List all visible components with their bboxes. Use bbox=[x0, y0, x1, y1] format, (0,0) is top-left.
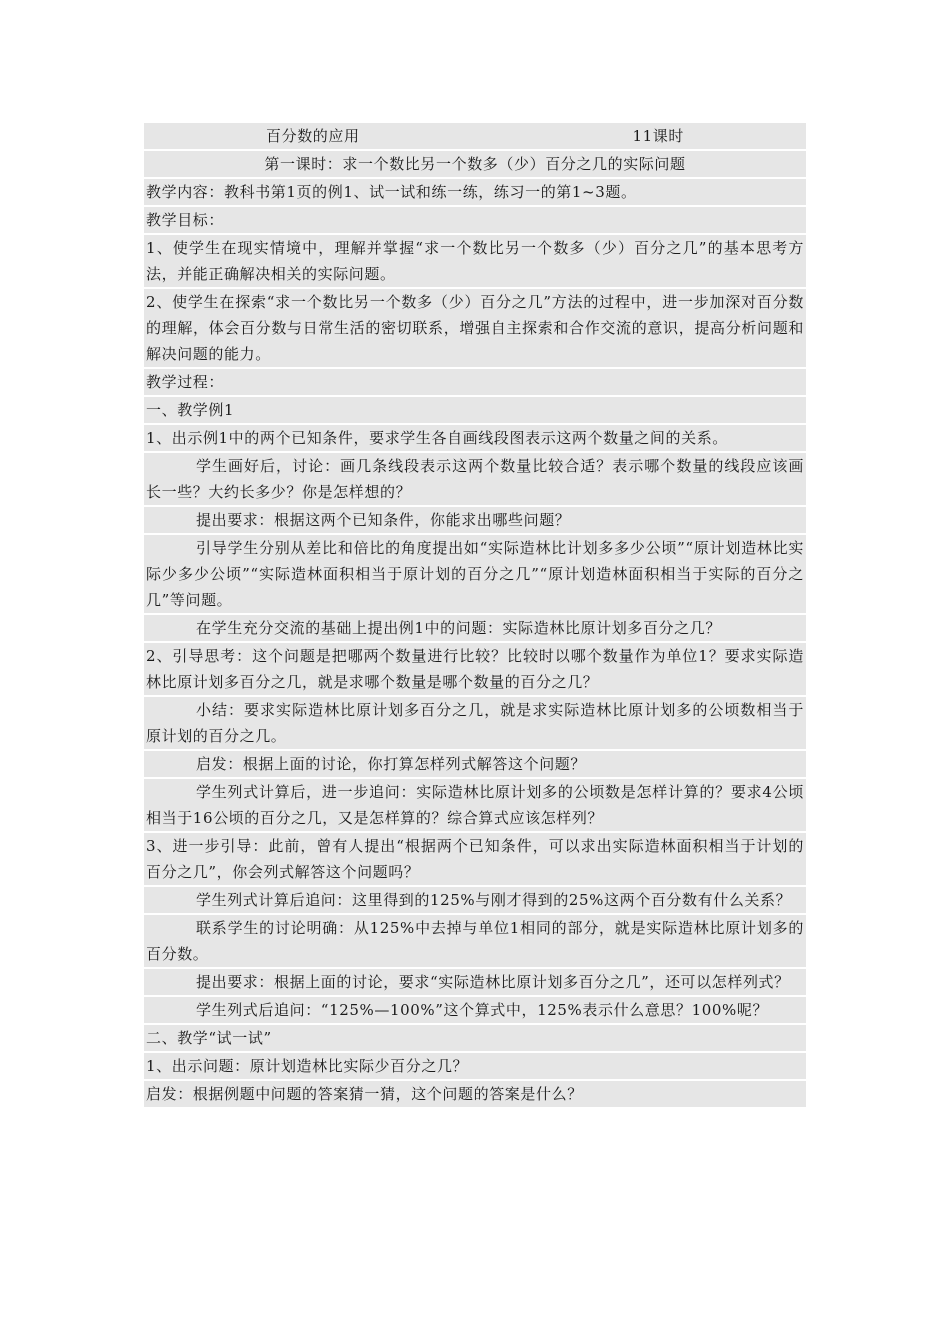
paragraph: 学生画好后，讨论：画几条线段表示这两个数量比较合适？表示哪个数量的线段应该画长一些？大约长多少？你是怎样想的？ bbox=[144, 453, 806, 507]
paragraph-list bbox=[144, 179, 806, 1109]
lesson-title: 第一课时：求一个数比另一个数多（少）百分之几的实际问题 bbox=[144, 151, 806, 179]
paragraph: 教学内容：教科书第1页的例1、试一试和练一练，练习一的第1~3题。 bbox=[144, 179, 806, 207]
paragraph: 1、出示问题：原计划造林比实际少百分之几？ bbox=[144, 1053, 806, 1081]
paragraph: 联系学生的讨论明确：从125%中去掉与单位1相同的部分，就是实际造林比原计划多的百分数。 bbox=[144, 915, 806, 969]
paragraph: 教学目标： bbox=[144, 207, 806, 235]
paragraph: 2、引导思考：这个问题是把哪两个数量进行比较？比较时以哪个数量作为单位1？要求实际造林比原计划多百分之几，就是求哪个数量是哪个数量的百分之几？ bbox=[144, 643, 806, 697]
paragraph: 学生列式后追问：“125%—100%”这个算式中，125%表示什么意思？100%呢？ bbox=[144, 997, 806, 1025]
lesson-hours: 11课时 bbox=[632, 127, 684, 145]
paragraph: 1、使学生在现实情境中，理解并掌握“求一个数比另一个数多（少）百分之几”的基本思考方法，并能正确解决相关的实际问题。 bbox=[144, 235, 806, 289]
paragraph: 一、教学例1 bbox=[144, 397, 806, 425]
paragraph: 学生列式计算后追问：这里得到的125%与刚才得到的25%这两个百分数有什么关系？ bbox=[144, 887, 806, 915]
paragraph: 1、出示例1中的两个已知条件，要求学生各自画线段图表示这两个数量之间的关系。 bbox=[144, 425, 806, 453]
paragraph: 教学过程： bbox=[144, 369, 806, 397]
paragraph: 在学生充分交流的基础上提出例1中的问题：实际造林比原计划多百分之几？ bbox=[144, 615, 806, 643]
paragraph: 启发：根据例题中问题的答案猜一猜，这个问题的答案是什么？ bbox=[144, 1081, 806, 1109]
paragraph: 引导学生分别从差比和倍比的角度提出如“实际造林比计划多多少公顷”“原计划造林比实际少多少公顷”“实际造林面积相当于原计划的百分之几”“原计划造林面积相当于实际的百分之几”等问题。 bbox=[144, 535, 806, 615]
paragraph: 启发：根据上面的讨论，你打算怎样列式解答这个问题？ bbox=[144, 751, 806, 779]
title-row bbox=[144, 123, 806, 151]
paragraph: 提出要求：根据这两个已知条件，你能求出哪些问题？ bbox=[144, 507, 806, 535]
paragraph: 3、进一步引导：此前，曾有人提出“根据两个已知条件，可以求出实际造林面积相当于计划的百分之几”，你会列式解答这个问题吗？ bbox=[144, 833, 806, 887]
paragraph: 提出要求：根据上面的讨论，要求“实际造林比原计划多百分之几”，还可以怎样列式？ bbox=[144, 969, 806, 997]
document-body bbox=[144, 123, 806, 1109]
document-title: 百分数的应用 bbox=[266, 127, 360, 145]
paragraph: 小结：要求实际造林比原计划多百分之几，就是求实际造林比原计划多的公顷数相当于原计划的百分之几。 bbox=[144, 697, 806, 751]
paragraph: 2、使学生在探索“求一个数比另一个数多（少）百分之几”方法的过程中，进一步加深对百分数的理解，体会百分数与日常生活的密切联系，增强自主探索和合作交流的意识，提高分析问题和解决问题的能力。 bbox=[144, 289, 806, 369]
paragraph: 学生列式计算后，进一步追问：实际造林比原计划多的公顷数是怎样计算的？要求4公顷相当于16公顷的百分之几，又是怎样算的？综合算式应该怎样列？ bbox=[144, 779, 806, 833]
paragraph: 二、教学“试一试” bbox=[144, 1025, 806, 1053]
